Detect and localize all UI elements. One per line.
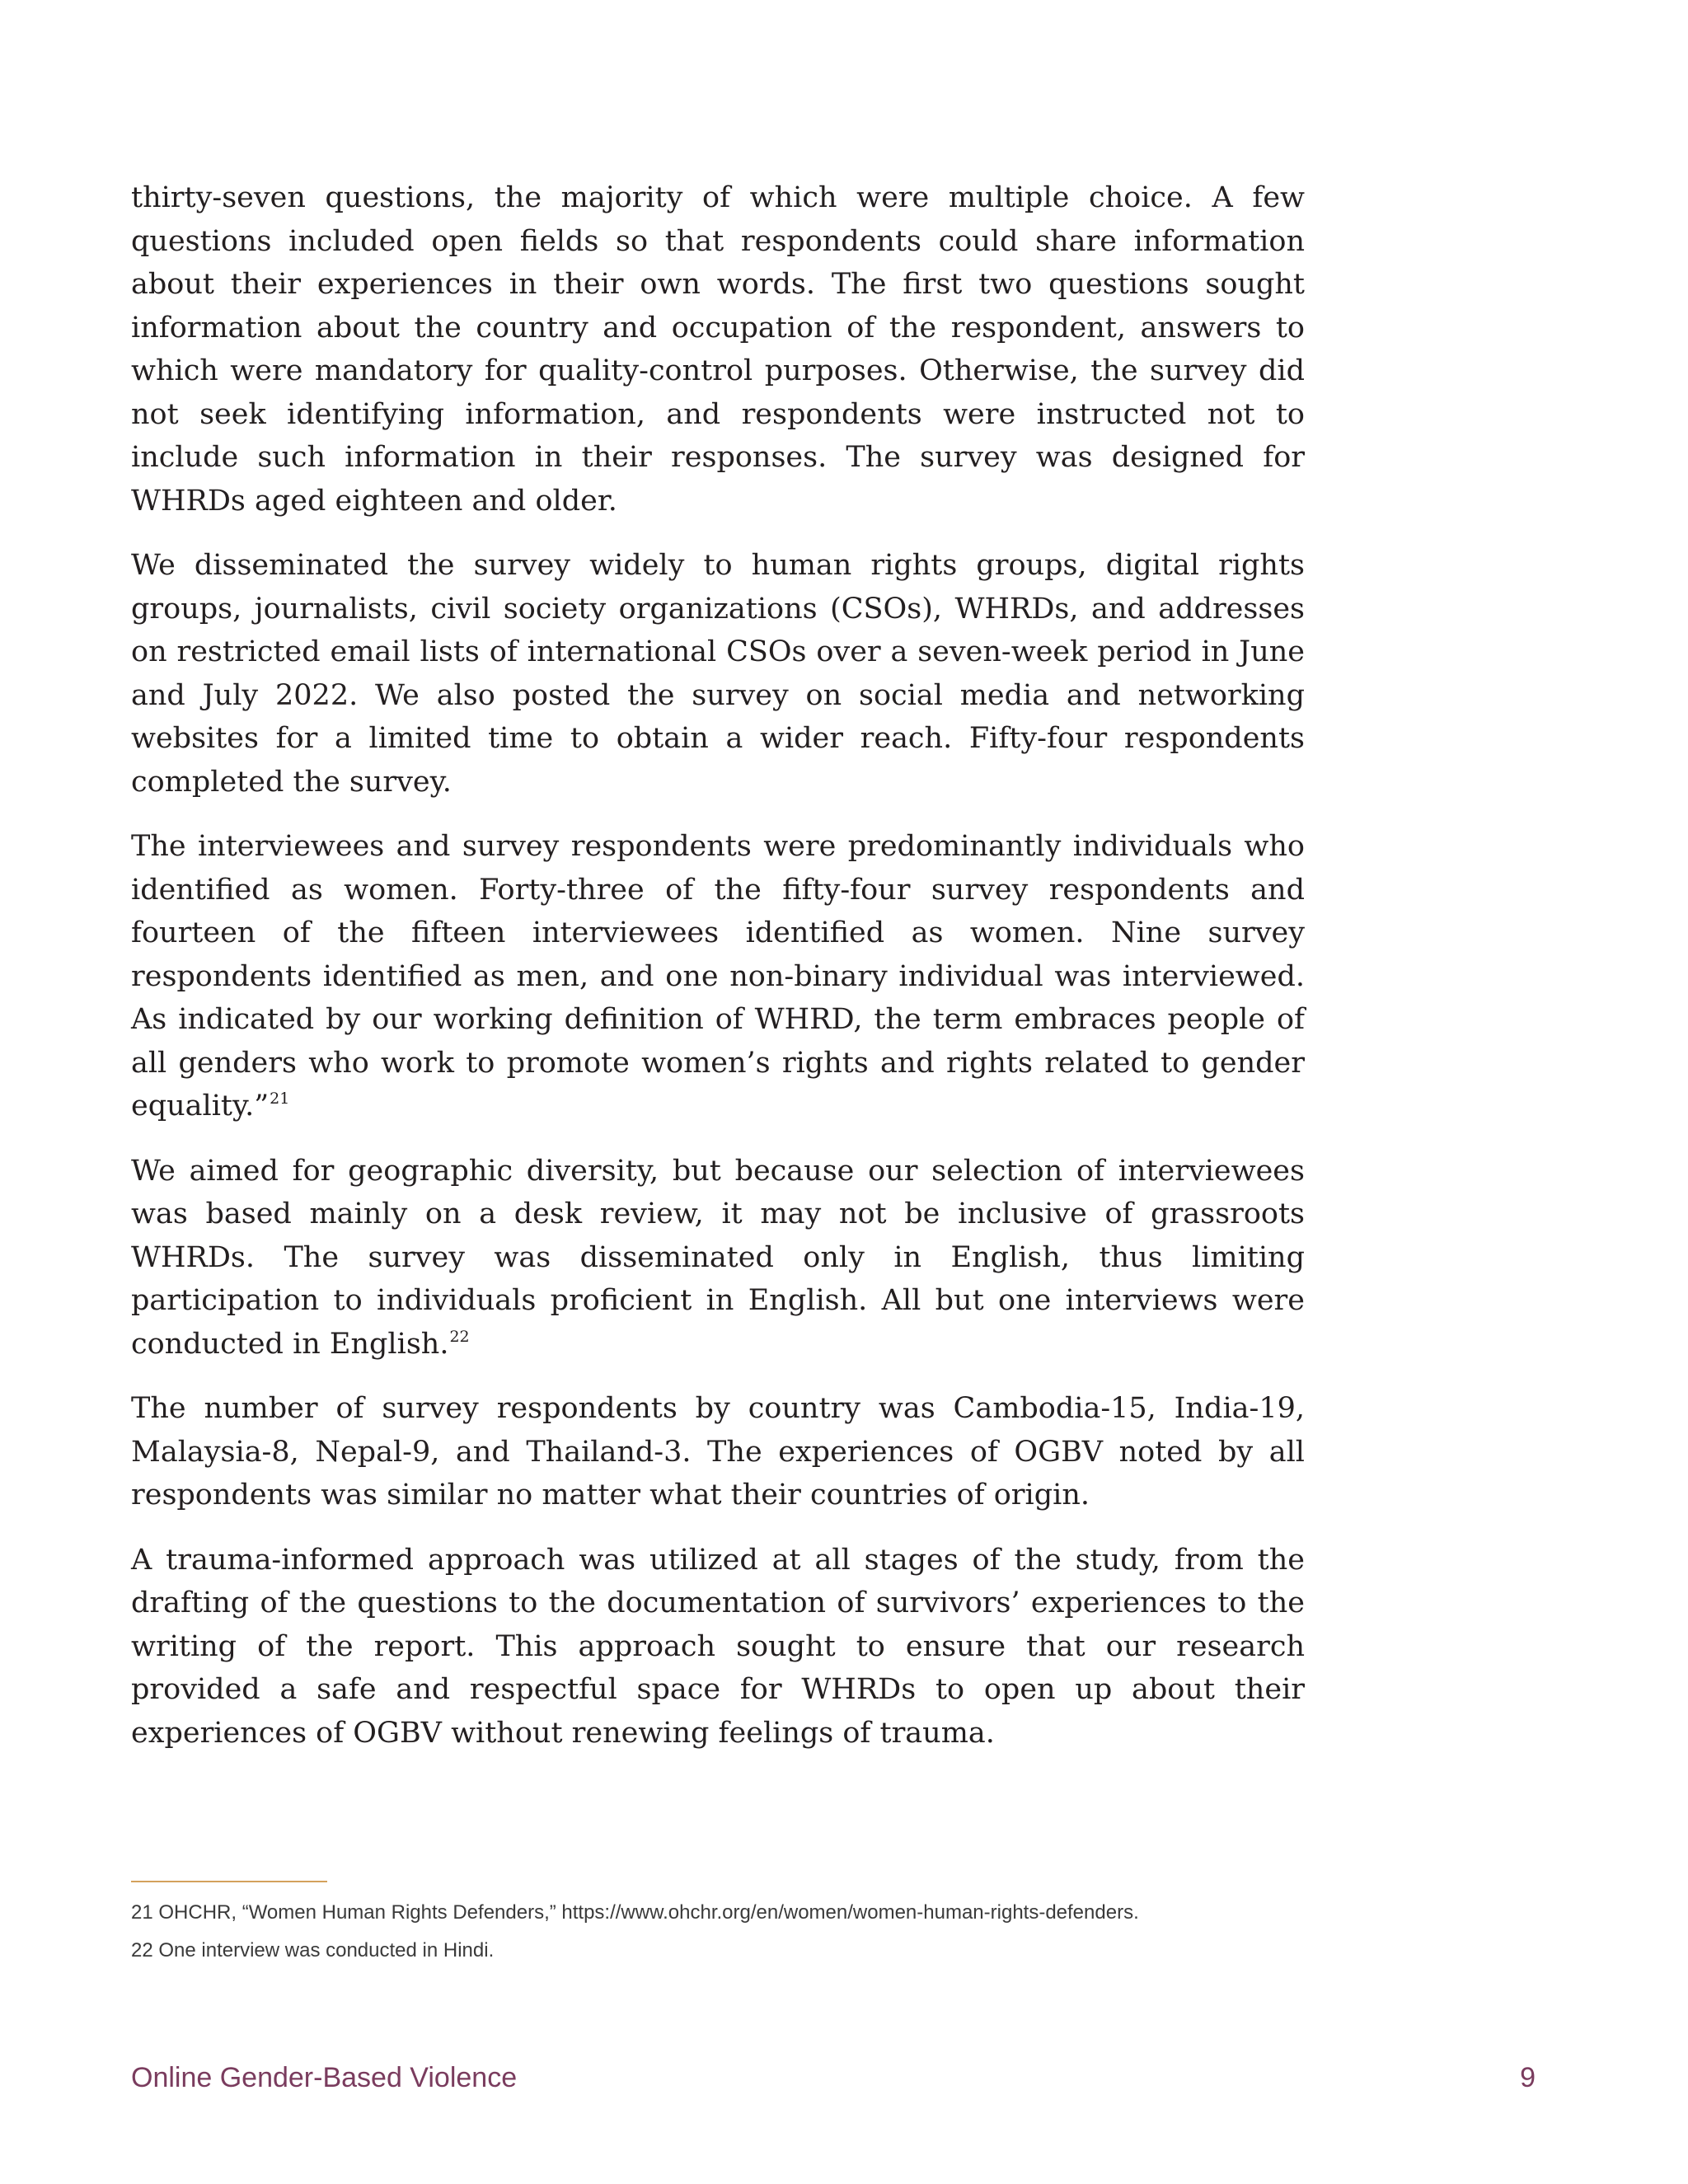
paragraph-text: We disseminated the survey widely to human rights groups, digital rights groups, journalists, civil society organizations (CSOs), WHRDs, and addresses on restricted email lists of international CSOs over a seven-week period in June and July 2022. We also posted the survey on social media and networking websites for a limited time to obtain a wider reach. Fifty-four respondents completed the survey. xyxy=(131,549,1305,799)
paragraph-text: thirty-seven questions, the majority of which were multiple choice. A few questions included open fields so that respondents could share information about their experiences in their own words. The first two questions sought information about the country and occupation of the respondent, answers to which were mandatory for quality-control purposes. Otherwise, the survey did not seek identifying information, and respondents were instructed not to include such information in their responses. The survey was designed for WHRDs aged eighteen and older. xyxy=(131,181,1305,518)
paragraph-text: We aimed for geographic diversity, but because our selection of interviewees was based mainly on a desk review, it may not be inclusive of grassroots WHRDs. The survey was disseminated only in English, thus limiting participation to individuals proficient in English. All but one interviews were conducted in English. xyxy=(131,1154,1305,1361)
paragraph-text: A trauma-informed approach was utilized at all stages of the study, from the drafting of the questions to the documentation of survivors’ experiences to the writing of the report. This approach sought to ensure that our research provided a safe and respectful space for WHRDs to open up about their experiences of OGBV without renewing feelings of trauma. xyxy=(131,1543,1305,1750)
page-number: 9 xyxy=(1520,2062,1536,2093)
paragraph xyxy=(131,1387,1305,1517)
footer-document-title: Online Gender-Based Violence xyxy=(131,2062,518,2093)
footnote-divider xyxy=(131,1881,327,1882)
paragraph xyxy=(131,176,1305,523)
paragraph-text: The number of survey respondents by country was Cambodia-15, India-19, Malaysia-8, Nepal-9, and Thailand-3. The experiences of OGBV noted by all respondents was similar no matter what their countries of origin. xyxy=(131,1392,1305,1511)
paragraph xyxy=(131,1150,1305,1366)
footnotes-section xyxy=(131,1894,1532,1970)
paragraph xyxy=(131,544,1305,804)
paragraph-text: The interviewees and survey respondents were predominantly individuals who identified as women. Forty-three of the fifty-four survey respondents and fourteen of the fifteen interviewees identified as women. Nine survey respondents identified as men, and one non-binary individual was interviewed. As indicated by our working definition of WHRD, the term embraces people of all genders who work to promote women’s rights and rights related to gender equality.” xyxy=(131,830,1305,1122)
footnote-reference-21[interactable]: 21 xyxy=(270,1090,290,1108)
paragraph xyxy=(131,825,1305,1128)
footnote-21: 21 OHCHR, “Women Human Rights Defenders,” https://www.ohchr.org/en/women/women-human-rights-defenders. xyxy=(131,1901,1139,1924)
main-body-text xyxy=(131,176,1305,1755)
footnote-22: 22 One interview was conducted in Hindi. xyxy=(131,1939,495,1961)
paragraph xyxy=(131,1539,1305,1755)
footnote-reference-22[interactable]: 22 xyxy=(449,1327,470,1346)
